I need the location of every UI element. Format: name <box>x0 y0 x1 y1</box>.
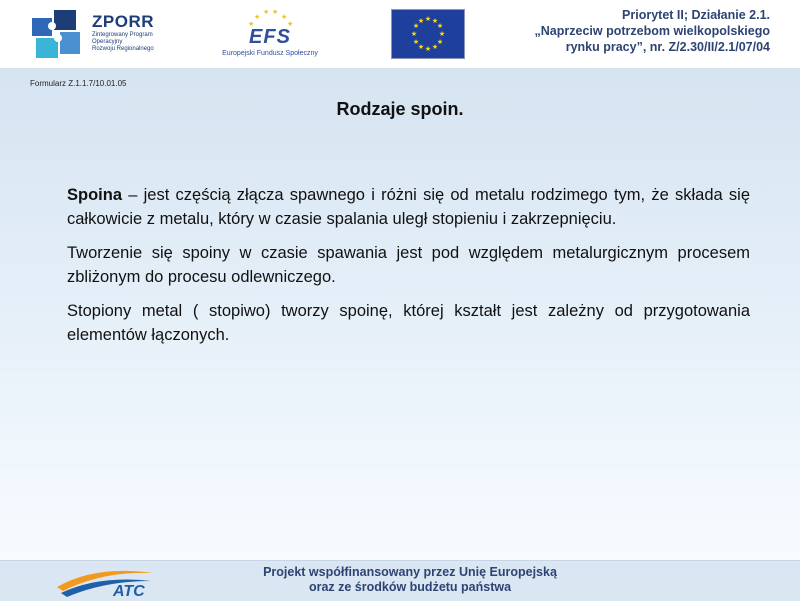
eu-flag-icon <box>391 9 465 59</box>
footer-line: oraz ze środków budżetu państwa <box>308 580 512 594</box>
svg-text:★: ★ <box>287 21 294 28</box>
svg-text:★: ★ <box>410 31 418 38</box>
paragraph-text: Stopiony metal ( stopiwo) tworzy spoinę, której kształt jest zależny od przygotowania elementów łączonych. <box>67 302 750 344</box>
page-title: Rodzaje spoin. <box>336 99 464 119</box>
efs-caption: Europejski Fundusz Społeczny <box>222 50 318 57</box>
priority-line: rynku pracy”, nr. Z/2.30/II/2.1/07/04 <box>565 40 770 54</box>
svg-text:★: ★ <box>424 46 432 53</box>
priority-line: Priorytet II; Działanie 2.1. <box>622 8 770 22</box>
puzzle-icon <box>30 8 84 60</box>
zporr-subtitle-line: Operacyjny <box>92 39 123 45</box>
content <box>67 183 750 357</box>
efs-word: EFS <box>249 26 291 48</box>
paragraph <box>67 183 750 231</box>
svg-text:★: ★ <box>424 16 432 23</box>
svg-text:★: ★ <box>263 9 270 16</box>
atc-logo-icon <box>55 563 155 599</box>
svg-text:★: ★ <box>281 14 288 21</box>
zporr-subtitle-line: Rozwoju Regionalnego <box>92 46 154 52</box>
paragraph <box>67 299 750 347</box>
zporr-subtitle <box>92 32 162 53</box>
svg-text:★: ★ <box>438 31 446 38</box>
zporr-subtitle-line: Zintegrowany Program <box>92 32 153 38</box>
svg-text:★: ★ <box>412 23 420 30</box>
zporr-title: ZPORR <box>92 12 154 31</box>
footer-cofinance-text <box>210 565 610 595</box>
svg-text:★: ★ <box>248 21 255 28</box>
paragraph <box>67 241 750 289</box>
svg-text:★: ★ <box>417 44 425 51</box>
eu-stars <box>392 10 464 58</box>
svg-text:★: ★ <box>436 23 444 30</box>
footer-line: Projekt współfinansowany przez Unię Europejską <box>263 565 557 579</box>
efs-logo <box>222 8 318 60</box>
atc-logo-text: ATC <box>113 583 145 599</box>
svg-text:★: ★ <box>272 9 279 16</box>
priority-info <box>470 7 770 55</box>
svg-text:★: ★ <box>417 18 425 25</box>
svg-text:★: ★ <box>431 18 439 25</box>
zporr-logo <box>30 8 160 60</box>
svg-text:★: ★ <box>412 39 420 46</box>
form-number: Formularz Z.1.1.7/10.01.05 <box>30 79 127 88</box>
paragraph-lead: Spoina <box>67 186 123 204</box>
svg-text:★: ★ <box>436 39 444 46</box>
svg-text:★: ★ <box>254 14 261 21</box>
svg-text:★: ★ <box>431 44 439 51</box>
paragraph-text: – jest częścią złącza spawnego i różni się od metalu rodzimego tym, że składa się całkowicie z metalu, który w czasie spalania uległ stopieniu i zakrzepnięciu. <box>67 186 750 228</box>
paragraph-text: Tworzenie się spoiny w czasie spawania jest pod względem metalurgicznym procesem zbliżonym do procesu odlewniczego. <box>67 244 750 286</box>
priority-line: „Naprzeciw potrzebom wielkopolskiego <box>534 24 770 38</box>
